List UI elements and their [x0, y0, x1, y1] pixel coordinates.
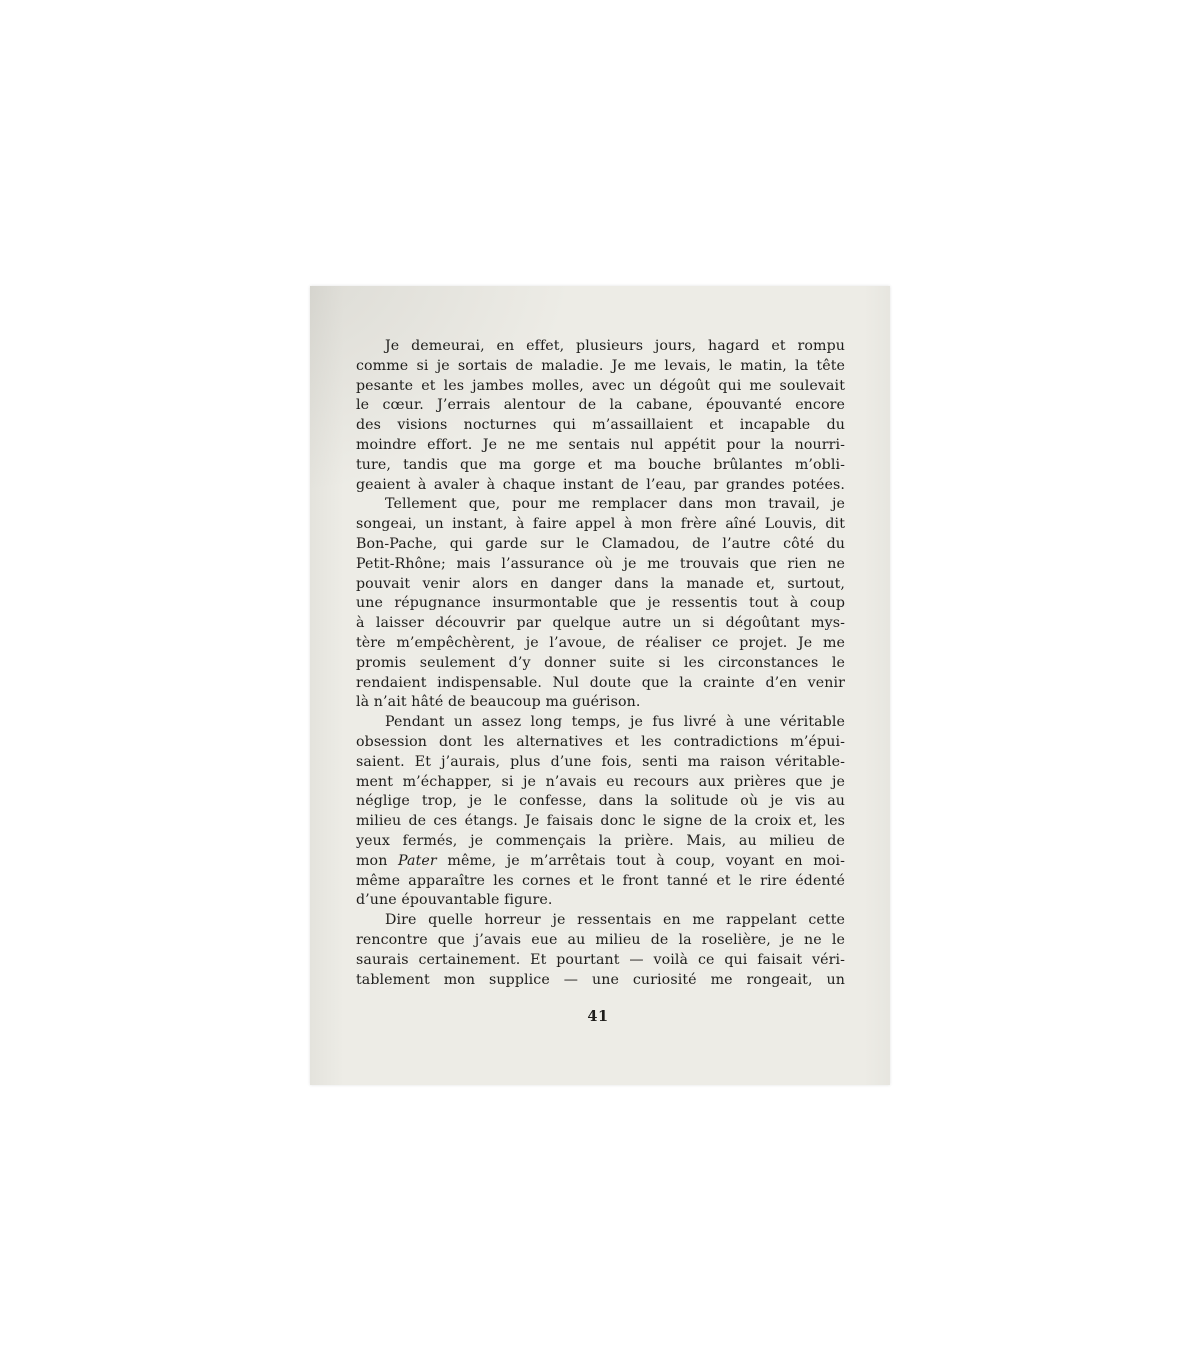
text-line: ture, tandis que ma gorge et ma bouche brûlantes m’obli- [356, 456, 845, 473]
text-line: pesante et les jambes molles, avec un dégoût qui me soulevait [356, 377, 845, 394]
text-line: là n’ait hâté de beaucoup ma guérison. [356, 694, 641, 711]
text-line: yeux fermés, je commençais la prière. Mais, au milieu de [356, 832, 845, 849]
text-line [356, 852, 845, 872]
text-line: ment m’échapper, si je n’avais eu recours aux prières que je [356, 773, 845, 790]
text-line: milieu de ces étangs. Je faisais donc le signe de la croix et, les [356, 813, 845, 830]
text-line: saient. Et j’aurais, plus d’une fois, senti ma raison véritable- [356, 753, 845, 770]
text-line: Bon-Pache, qui garde sur le Clamadou, de l’autre côté du [356, 535, 845, 552]
text-line: à laisser découvrir par quelque autre un si dégoûtant mys- [356, 615, 845, 632]
text-line: néglige trop, je le confesse, dans la solitude où je vis au [356, 793, 845, 810]
text-line: Petit-Rhône; mais l’assurance où je me trouvais que rien ne [356, 555, 845, 572]
text-line: comme si je sortais de maladie. Je me levais, le matin, la tête [356, 357, 845, 374]
text-line: obsession dont les alternatives et les contradictions m’épui- [356, 733, 845, 750]
text-line: geaient à avaler à chaque instant de l’eau, par grandes potées. [356, 476, 845, 493]
text-line: Dire quelle horreur je ressentais en me rappelant cette [385, 912, 845, 929]
text-line: pouvait venir alors en danger dans la manade et, surtout, [356, 575, 845, 592]
text-line: Tellement que, pour me remplacer dans mon travail, je [385, 496, 845, 513]
text-line: Je demeurai, en effet, plusieurs jours, hagard et rompu [385, 338, 845, 354]
text-segment: même, je m’arrêtais tout à coup, voyant en moi- [436, 852, 845, 869]
text-line: même apparaître les cornes et le front tanné et le rire édenté [356, 872, 845, 889]
text-segment: mon [356, 852, 399, 869]
text-line: rencontre que j’avais eue au milieu de la roselière, je ne le [356, 931, 845, 948]
text-line: songeai, un instant, à faire appel à mon frère aîné Louvis, dit [356, 516, 845, 533]
page-text-block [356, 337, 845, 990]
page-number: 41 [587, 1008, 609, 1025]
text-segment-italic: Pater [398, 852, 437, 869]
book-page [310, 286, 890, 1085]
text-line: moindre effort. Je ne me sentais nul appétit pour la nourri- [356, 436, 845, 453]
text-line: Pendant un assez long temps, je fus livré à une véritable [385, 714, 845, 731]
text-line: promis seulement d’y donner suite si les circonstances le [356, 654, 845, 671]
text-line: rendaient indispensable. Nul doute que la crainte d’en venir [356, 674, 845, 691]
text-line: tablement mon supplice — une curiosité me rongeait, un [356, 971, 845, 988]
text-line: d’une épouvantable figure. [356, 892, 553, 909]
text-line: saurais certainement. Et pourtant — voilà ce qui faisait véri- [356, 951, 845, 968]
text-line: le cœur. J’errais alentour de la cabane, épouvanté encore [356, 397, 845, 414]
text-line: une répugnance insurmontable que je ressentis tout à coup [356, 595, 845, 612]
text-line: tère m’empêchèrent, je l’avoue, de réaliser ce projet. Je me [356, 634, 845, 651]
text-line: des visions nocturnes qui m’assaillaient et incapable du [356, 417, 845, 434]
